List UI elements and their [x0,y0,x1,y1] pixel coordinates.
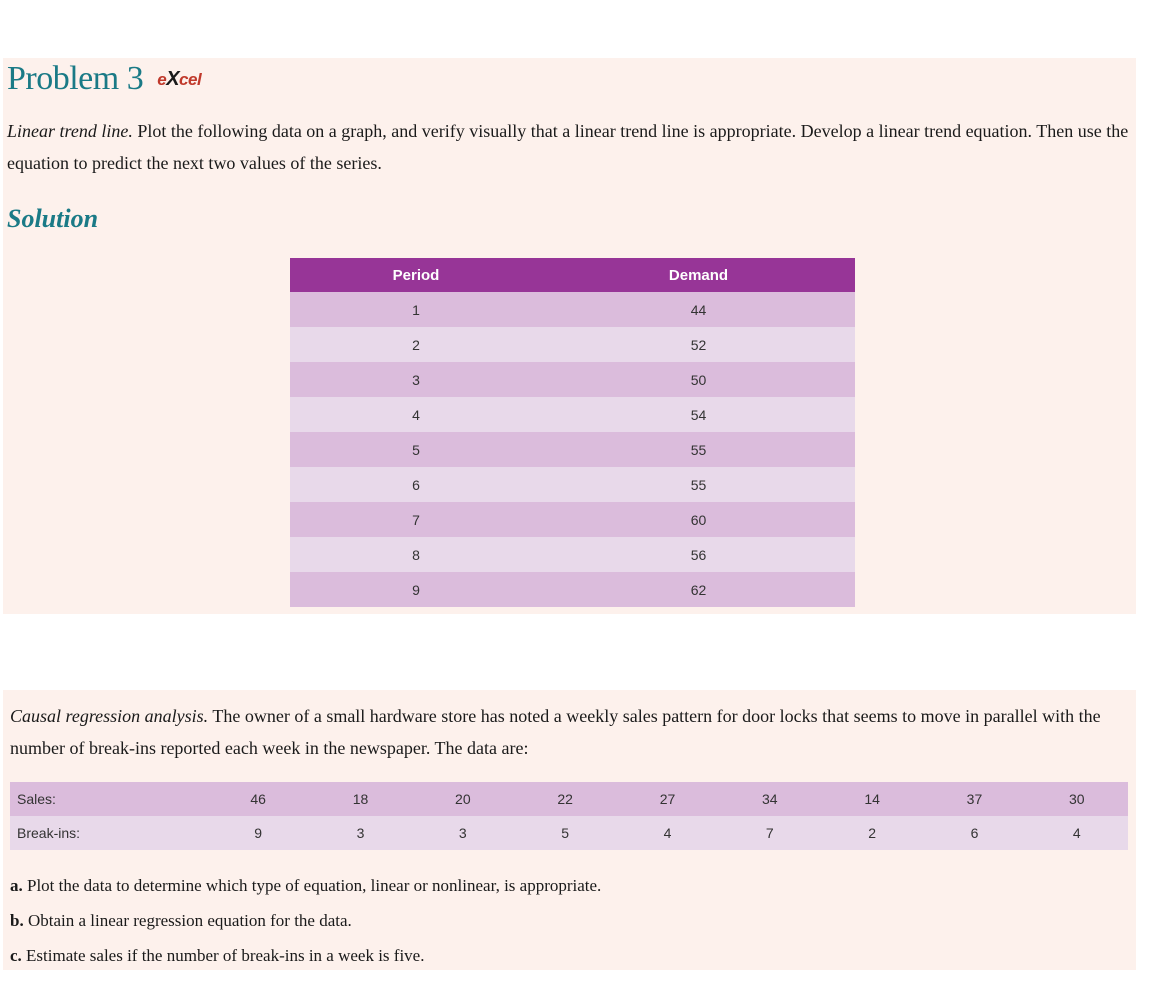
value-cell: 4 [1026,816,1128,850]
value-cell: 22 [514,782,616,816]
value-cell: 27 [616,782,718,816]
excel-icon: eXcel [157,68,202,90]
value-cell: 4 [616,816,718,850]
value-cell: 30 [1026,782,1128,816]
table-row [290,397,855,432]
demand-cell: 60 [542,502,855,537]
question-text: Obtain a linear regression equation for the data. [23,911,352,930]
demand-cell: 54 [542,397,855,432]
causal-lead: Causal regression analysis. [10,706,209,726]
causal-statement [10,700,1135,764]
period-cell: 8 [290,537,542,572]
period-cell: 6 [290,467,542,502]
value-cell: 7 [719,816,821,850]
demand-cell: 44 [542,292,855,327]
header-demand: Demand [542,258,855,292]
question-list [10,868,601,973]
question-letter: a. [10,876,23,895]
table-row [290,327,855,362]
solution-heading: Solution [7,204,99,233]
row-label: Break-ins: [10,816,207,850]
table-row [290,537,855,572]
page-title [7,60,201,98]
table-row [290,467,855,502]
period-cell: 1 [290,292,542,327]
value-cell: 20 [412,782,514,816]
problem-lead: Linear trend line. [7,121,133,141]
demand-cell: 52 [542,327,855,362]
value-cell: 6 [923,816,1025,850]
table-row [290,502,855,537]
value-cell: 3 [412,816,514,850]
demand-cell: 55 [542,432,855,467]
question-text: Plot the data to determine which type of equation, linear or nonlinear, is appropriate. [22,876,602,895]
value-cell: 34 [719,782,821,816]
question-item [10,938,601,973]
table-row [10,782,1128,816]
period-demand-table [290,258,855,607]
period-cell: 2 [290,327,542,362]
period-cell: 7 [290,502,542,537]
period-cell: 5 [290,432,542,467]
causal-text: The owner of a small hardware store has noted a weekly sales pattern for door locks that seems to move in parallel with the number of break-ins reported each week in the newspaper. The data are: [10,706,1101,758]
problem-text: Plot the following data on a graph, and verify visually that a linear trend line is appropriate. Develop a linear trend equation. Then use the equation to predict the next two values of the series. [7,121,1129,173]
demand-cell: 50 [542,362,855,397]
table-header-row [290,258,855,292]
question-letter: b. [10,911,24,930]
table-row [290,572,855,607]
question-item [10,903,601,938]
period-cell: 9 [290,572,542,607]
question-letter: c. [10,946,22,965]
value-cell: 9 [207,816,309,850]
value-cell: 3 [309,816,411,850]
value-cell: 2 [821,816,923,850]
title-text: Problem 3 [7,60,144,97]
demand-cell: 56 [542,537,855,572]
row-label: Sales: [10,782,207,816]
demand-cell: 62 [542,572,855,607]
period-cell: 4 [290,397,542,432]
period-cell: 3 [290,362,542,397]
demand-cell: 55 [542,467,855,502]
table-row [290,432,855,467]
table-row [10,816,1128,850]
table-row [290,292,855,327]
sales-breakins-table [10,782,1128,850]
header-period: Period [290,258,542,292]
question-text: Estimate sales if the number of break-ins in a week is five. [21,946,425,965]
value-cell: 14 [821,782,923,816]
problem-statement [7,115,1132,179]
table-row [290,362,855,397]
question-item [10,868,601,903]
value-cell: 46 [207,782,309,816]
value-cell: 18 [309,782,411,816]
value-cell: 37 [923,782,1025,816]
value-cell: 5 [514,816,616,850]
